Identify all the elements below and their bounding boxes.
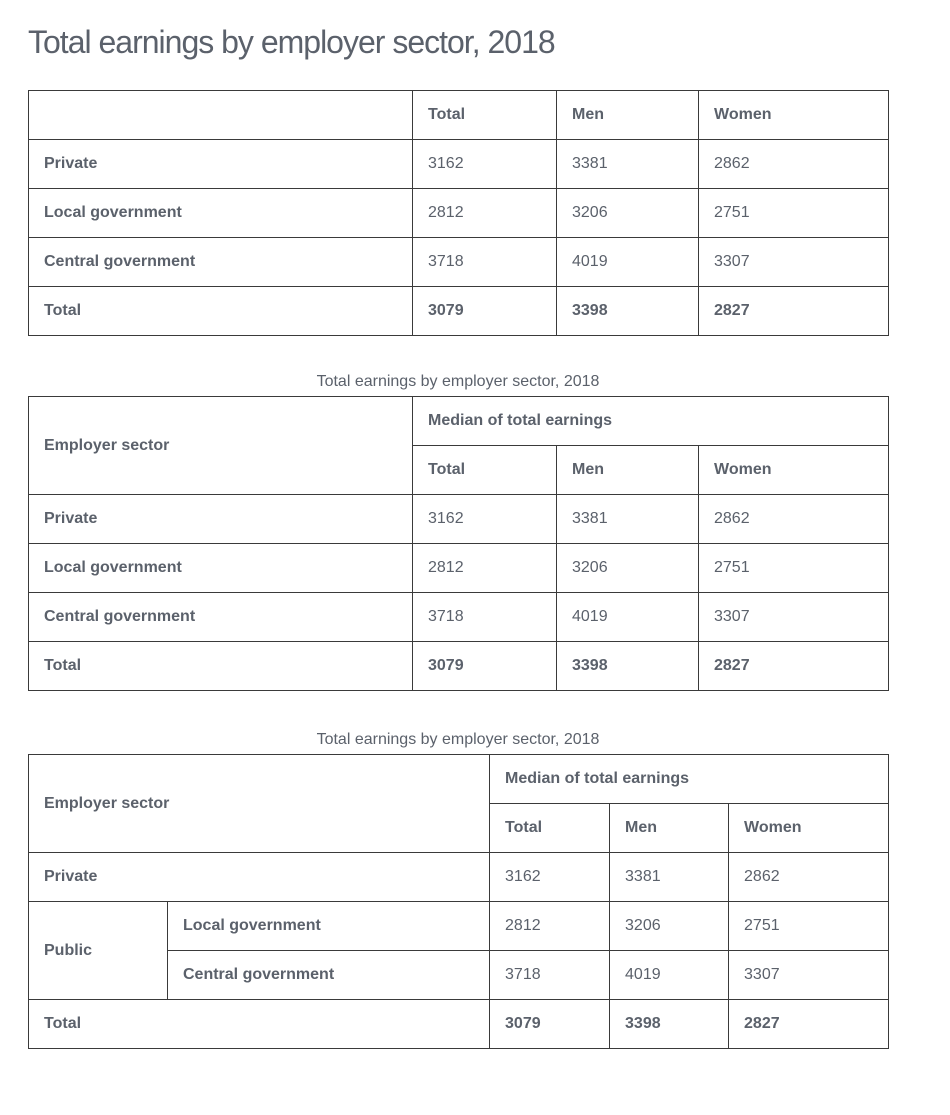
cell-women: 2751 — [699, 544, 889, 593]
cell-women: 3307 — [699, 238, 889, 287]
header-women: Women — [699, 446, 889, 495]
table-row — [29, 544, 889, 593]
cell-men: 3398 — [557, 642, 699, 691]
header-row — [29, 397, 889, 446]
cell-total: 3079 — [490, 1000, 610, 1049]
cell-men: 3381 — [557, 495, 699, 544]
table-caption: Total earnings by employer sector, 2018 — [316, 731, 600, 748]
cell-men: 3381 — [557, 140, 699, 189]
header-total: Total — [413, 446, 557, 495]
total-row — [29, 287, 889, 336]
page-title: Total earnings by employer sector, 2018 — [28, 24, 555, 60]
cell-women: 2827 — [699, 642, 889, 691]
group-label-public: Public — [29, 902, 168, 1000]
header-women: Women — [699, 91, 889, 140]
table-caption: Total earnings by employer sector, 2018 — [316, 373, 600, 390]
header-men: Men — [557, 91, 699, 140]
row-label: Central government — [29, 593, 413, 642]
header-row — [29, 91, 889, 140]
header-median-group: Median of total earnings — [413, 397, 889, 446]
table-row — [29, 495, 889, 544]
row-label: Central government — [29, 238, 413, 287]
cell-total: 3162 — [413, 495, 557, 544]
table-row — [29, 593, 889, 642]
cell-total: 3718 — [490, 951, 610, 1000]
row-label: Private — [29, 140, 413, 189]
total-row — [29, 642, 889, 691]
header-men: Men — [610, 804, 729, 853]
cell-women: 2751 — [729, 902, 889, 951]
header-row — [29, 755, 889, 804]
cell-total: 3718 — [413, 238, 557, 287]
cell-men: 4019 — [557, 593, 699, 642]
cell-women: 2862 — [699, 140, 889, 189]
cell-women: 2751 — [699, 189, 889, 238]
row-label: Total — [29, 1000, 490, 1049]
cell-total: 3162 — [490, 853, 610, 902]
cell-men: 3206 — [557, 544, 699, 593]
total-row — [29, 1000, 889, 1049]
cell-women: 2827 — [699, 287, 889, 336]
cell-men: 3206 — [610, 902, 729, 951]
cell-total: 3079 — [413, 642, 557, 691]
cell-total: 2812 — [413, 544, 557, 593]
header-empty — [29, 91, 413, 140]
cell-men: 3206 — [557, 189, 699, 238]
header-total: Total — [490, 804, 610, 853]
header-employer-sector: Employer sector — [29, 755, 490, 853]
row-label: Total — [29, 642, 413, 691]
cell-men: 3398 — [610, 1000, 729, 1049]
cell-total: 3718 — [413, 593, 557, 642]
cell-women: 2862 — [699, 495, 889, 544]
cell-women: 3307 — [729, 951, 889, 1000]
header-men: Men — [557, 446, 699, 495]
cell-women: 2827 — [729, 1000, 889, 1049]
table-row — [29, 902, 889, 951]
header-employer-sector: Employer sector — [29, 397, 413, 495]
table-row — [29, 853, 889, 902]
cell-men: 4019 — [610, 951, 729, 1000]
table-row — [29, 189, 889, 238]
cell-men: 4019 — [557, 238, 699, 287]
row-label: Private — [29, 853, 490, 902]
cell-men: 3381 — [610, 853, 729, 902]
table-row — [29, 238, 889, 287]
cell-total: 2812 — [490, 902, 610, 951]
earnings-table-nested — [28, 731, 889, 1049]
earnings-table-simple — [28, 90, 889, 336]
earnings-table-grouped — [28, 373, 889, 691]
cell-women: 3307 — [699, 593, 889, 642]
header-median-group: Median of total earnings — [490, 755, 889, 804]
cell-men: 3398 — [557, 287, 699, 336]
cell-total: 2812 — [413, 189, 557, 238]
row-label: Total — [29, 287, 413, 336]
cell-total: 3079 — [413, 287, 557, 336]
row-label: Local government — [29, 544, 413, 593]
cell-women: 2862 — [729, 853, 889, 902]
header-total: Total — [413, 91, 557, 140]
cell-total: 3162 — [413, 140, 557, 189]
header-women: Women — [729, 804, 889, 853]
row-label: Local government — [29, 189, 413, 238]
row-label: Central government — [168, 951, 490, 1000]
row-label: Local government — [168, 902, 490, 951]
table-row — [29, 140, 889, 189]
row-label: Private — [29, 495, 413, 544]
